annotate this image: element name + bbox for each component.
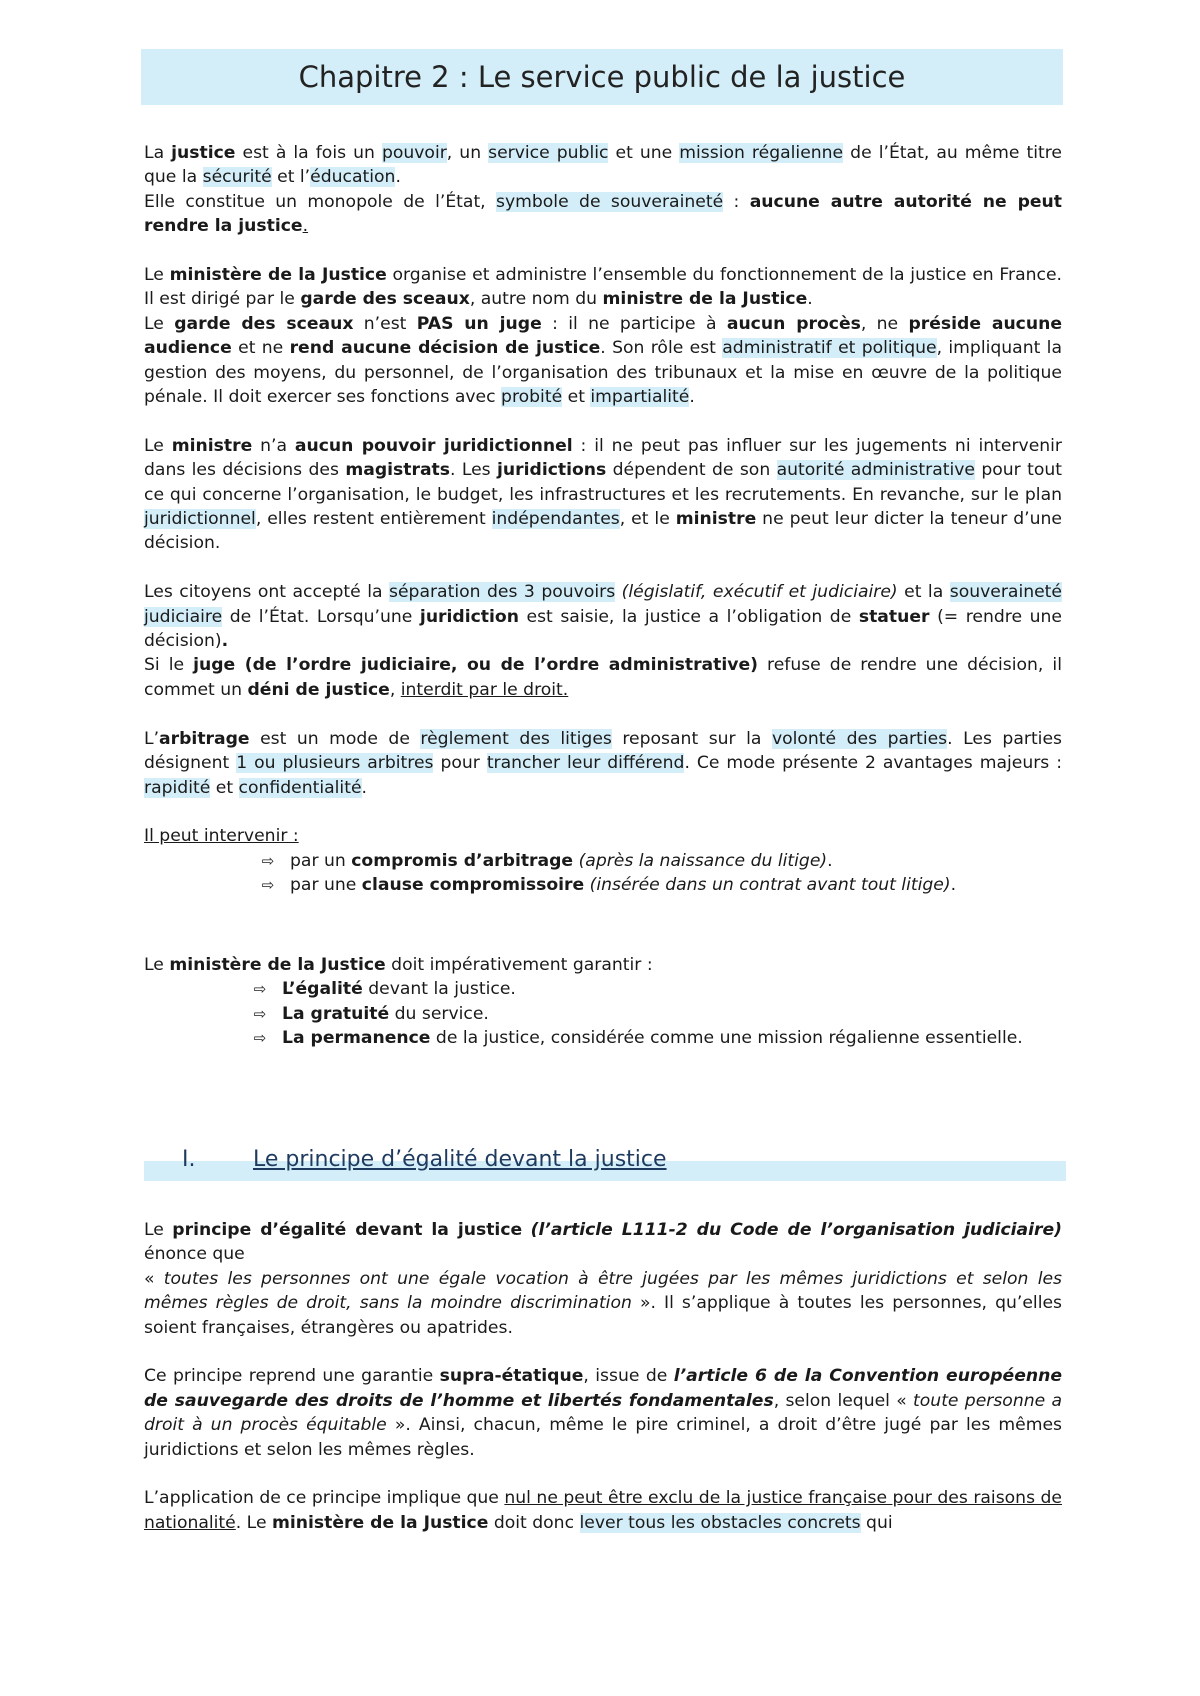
chapter-title: Chapitre 2 : Le service public de la justice [141, 49, 1063, 105]
list-item: ⇨ par une clause compromissoire (insérée dans un contrat avant tout litige). [290, 873, 1062, 897]
paragraph-application-principe: L’application de ce principe implique que nul ne peut être exclu de la justice française pour des raisons de nationalité. Le ministère de la Justice doit donc lever tous les obstacles concrets qui [144, 1488, 1062, 1533]
arrow-right-icon: ⇨ [261, 876, 275, 895]
arrow-right-icon: ⇨ [253, 980, 267, 999]
paragraph-monopole: Elle constitue un monopole de l’État, symbole de souveraineté : aucune autre autorité ne peut rendre la justice. [144, 191, 1062, 237]
paragraph-citation-article: « toutes les personnes ont une égale vocation à être jugées par les mêmes juridictions et selon les mêmes règles de droit, sans la moindre discrimination ». Il s’applique à toutes les personnes, qu’elles soient françaises, étrangères ou apatrides. [144, 1268, 1063, 1338]
garanties-list [253, 977, 1062, 1050]
list-item: ⇨ La gratuité du service. [282, 1002, 1062, 1026]
body-block-2 [144, 953, 1062, 1051]
list-item: ⇨ L’égalité devant la justice. [282, 977, 1062, 1001]
arrow-right-icon: ⇨ [261, 851, 275, 870]
paragraph-principe-egalite: Le principe d’égalité devant la justice (l’article L111-2 du Code de l’organisation judiciaire) énonce que [144, 1220, 1063, 1265]
paragraph-justice-definition: La justice est à la fois un pouvoir, un service public et une mission régalienne de l’État, au même titre que la sécurité et l’éducation. [144, 143, 1062, 188]
paragraph-deni-de-justice: Si le juge (de l’ordre judiciaire, ou de l’ordre administrative) refuse de rendre une décision, il commet un déni de justice, interdit par le droit. [144, 655, 1062, 700]
paragraph-separation-pouvoirs: Les citoyens ont accepté la séparation des 3 pouvoirs (législatif, exécutif et judiciaire) et la souveraineté judiciaire de l’État. Lorsqu’une juridiction est saisie, la justice a l’obligation de statuer (= rendre une décision). [144, 582, 1062, 652]
paragraph-ministre-pouvoir: Le ministre n’a aucun pouvoir juridictionnel : il ne peut pas influer sur les jugements ni intervenir dans les décisions des magistrats. Les juridictions dépendent de son autorité administrative pour tout ce qui concerne l’organisation, le budget, les infrastructures et les recrutements. En revanche, sur le plan juridictionnel, elles restent entièrement indépendantes, et le ministre ne peut leur dicter la teneur d’une décision. [144, 435, 1062, 554]
paragraph-supra-etatique: Ce principe reprend une garantie supra-étatique, issue de l’article 6 de la Convention européenne de sauvegarde des droits de l’homme et libertés fondamentales, selon lequel « toute personne a droit à un procès équitable ». Ainsi, chacun, même le pire criminel, a droit d’être jugé par les mêmes juridictions et selon les mêmes règles. [144, 1366, 1062, 1460]
paragraph-ministere: Le ministère de la Justice organise et administre l’ensemble du fonctionnement de la justice en France. Il est dirigé par le garde des sceaux, autre nom du ministre de la Justice. [144, 265, 1063, 310]
paragraph-garde-des-sceaux: Le garde des sceaux n’est PAS un juge : il ne participe à aucun procès, ne préside aucune audience et ne rend aucune décision de justice. Son rôle est administratif et politique, impliquant la gestion des moyens, du personnel, de l’organisation des tribunaux et la mise en œuvre de la politique pénale. Il doit exercer ses fonctions avec probité et impartialité. [144, 313, 1062, 408]
list-item: ⇨ par un compromis d’arbitrage (après la naissance du litige). [290, 849, 1062, 873]
arbitrage-list [261, 849, 1062, 898]
body-block-3 [144, 1218, 1062, 1560]
section-title: Le principe d’égalité devant la justice [253, 1147, 667, 1172]
list-item: ⇨ La permanence de la justice, considérée comme une mission régalienne essentielle. [282, 1026, 1062, 1050]
paragraph-garantir: Le ministère de la Justice doit impérativement garantir : [144, 955, 653, 975]
body-block-1 [144, 141, 1062, 898]
section-number: I. [182, 1147, 196, 1172]
arrow-right-icon: ⇨ [253, 1029, 267, 1048]
arrow-right-icon: ⇨ [253, 1004, 267, 1023]
intervenir-label: Il peut intervenir : [144, 826, 299, 847]
paragraph-arbitrage: L’arbitrage est un mode de règlement des litiges reposant sur la volonté des parties. Les parties désignent 1 ou plusieurs arbitres pour trancher leur différend. Ce mode présente 2 avantages majeurs : rapidité et confidentialité. [144, 728, 1062, 798]
section-heading [144, 1147, 1066, 1183]
